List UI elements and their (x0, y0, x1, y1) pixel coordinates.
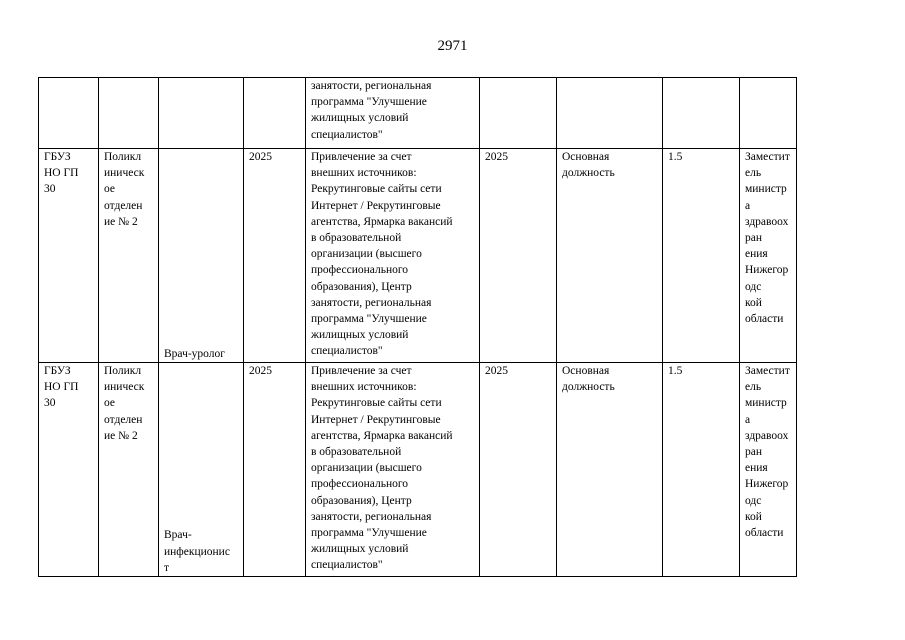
cell-year-end: 2025 (480, 363, 557, 577)
table-row-continuation (39, 78, 797, 149)
cell-position: Врач- инфекционис т (159, 363, 244, 577)
cell-rate: 1.5 (663, 149, 740, 363)
cell-year-start: 2025 (244, 363, 306, 577)
cell-job-type (557, 78, 663, 149)
page-number: 2971 (437, 38, 468, 54)
cell-job-type: Основная должность (557, 363, 663, 577)
cell-year-start (244, 78, 306, 149)
cell-dept: Поликл иническ ое отделен ие № 2 (99, 363, 159, 577)
cell-source: Привлечение за счет внешних источников: Рекрутинговые сайты сети Интернет / Рекрутинговые агентства, Ярмарка вакансий в образовательной организации (высшего профессионального образования), Центр занятости, региональная программа "Улучшение жилищных условий специалистов" (306, 149, 480, 363)
cell-position (159, 78, 244, 149)
cell-org: ГБУЗ НО ГП 30 (39, 363, 99, 577)
cell-source: Привлечение за счет внешних источников: Рекрутинговые сайты сети Интернет / Рекрутинговые агентства, Ярмарка вакансий в образовательной организации (высшего профессионального образования), Центр занятости, региональная программа "Улучшение жилищных условий специалистов" (306, 363, 480, 577)
staffing-table (38, 77, 797, 577)
cell-org (39, 78, 99, 149)
cell-year-end (480, 78, 557, 149)
cell-responsible: Заместитель министра здравоохран ения Нижегородс кой области (740, 149, 797, 363)
cell-rate: 1.5 (663, 363, 740, 577)
cell-year-end: 2025 (480, 149, 557, 363)
cell-responsible: Заместитель министра здравоохран ения Нижегородс кой области (740, 363, 797, 577)
table-row (39, 149, 797, 363)
cell-rate (663, 78, 740, 149)
table-row (39, 363, 797, 577)
cell-org: ГБУЗ НО ГП 30 (39, 149, 99, 363)
cell-year-start: 2025 (244, 149, 306, 363)
cell-source: занятости, региональная программа "Улучшение жилищных условий специалистов" (306, 78, 480, 149)
cell-dept: Поликл иническ ое отделен ие № 2 (99, 149, 159, 363)
cell-dept (99, 78, 159, 149)
cell-responsible (740, 78, 797, 149)
cell-position: Врач-уролог (159, 149, 244, 363)
cell-job-type: Основная должность (557, 149, 663, 363)
